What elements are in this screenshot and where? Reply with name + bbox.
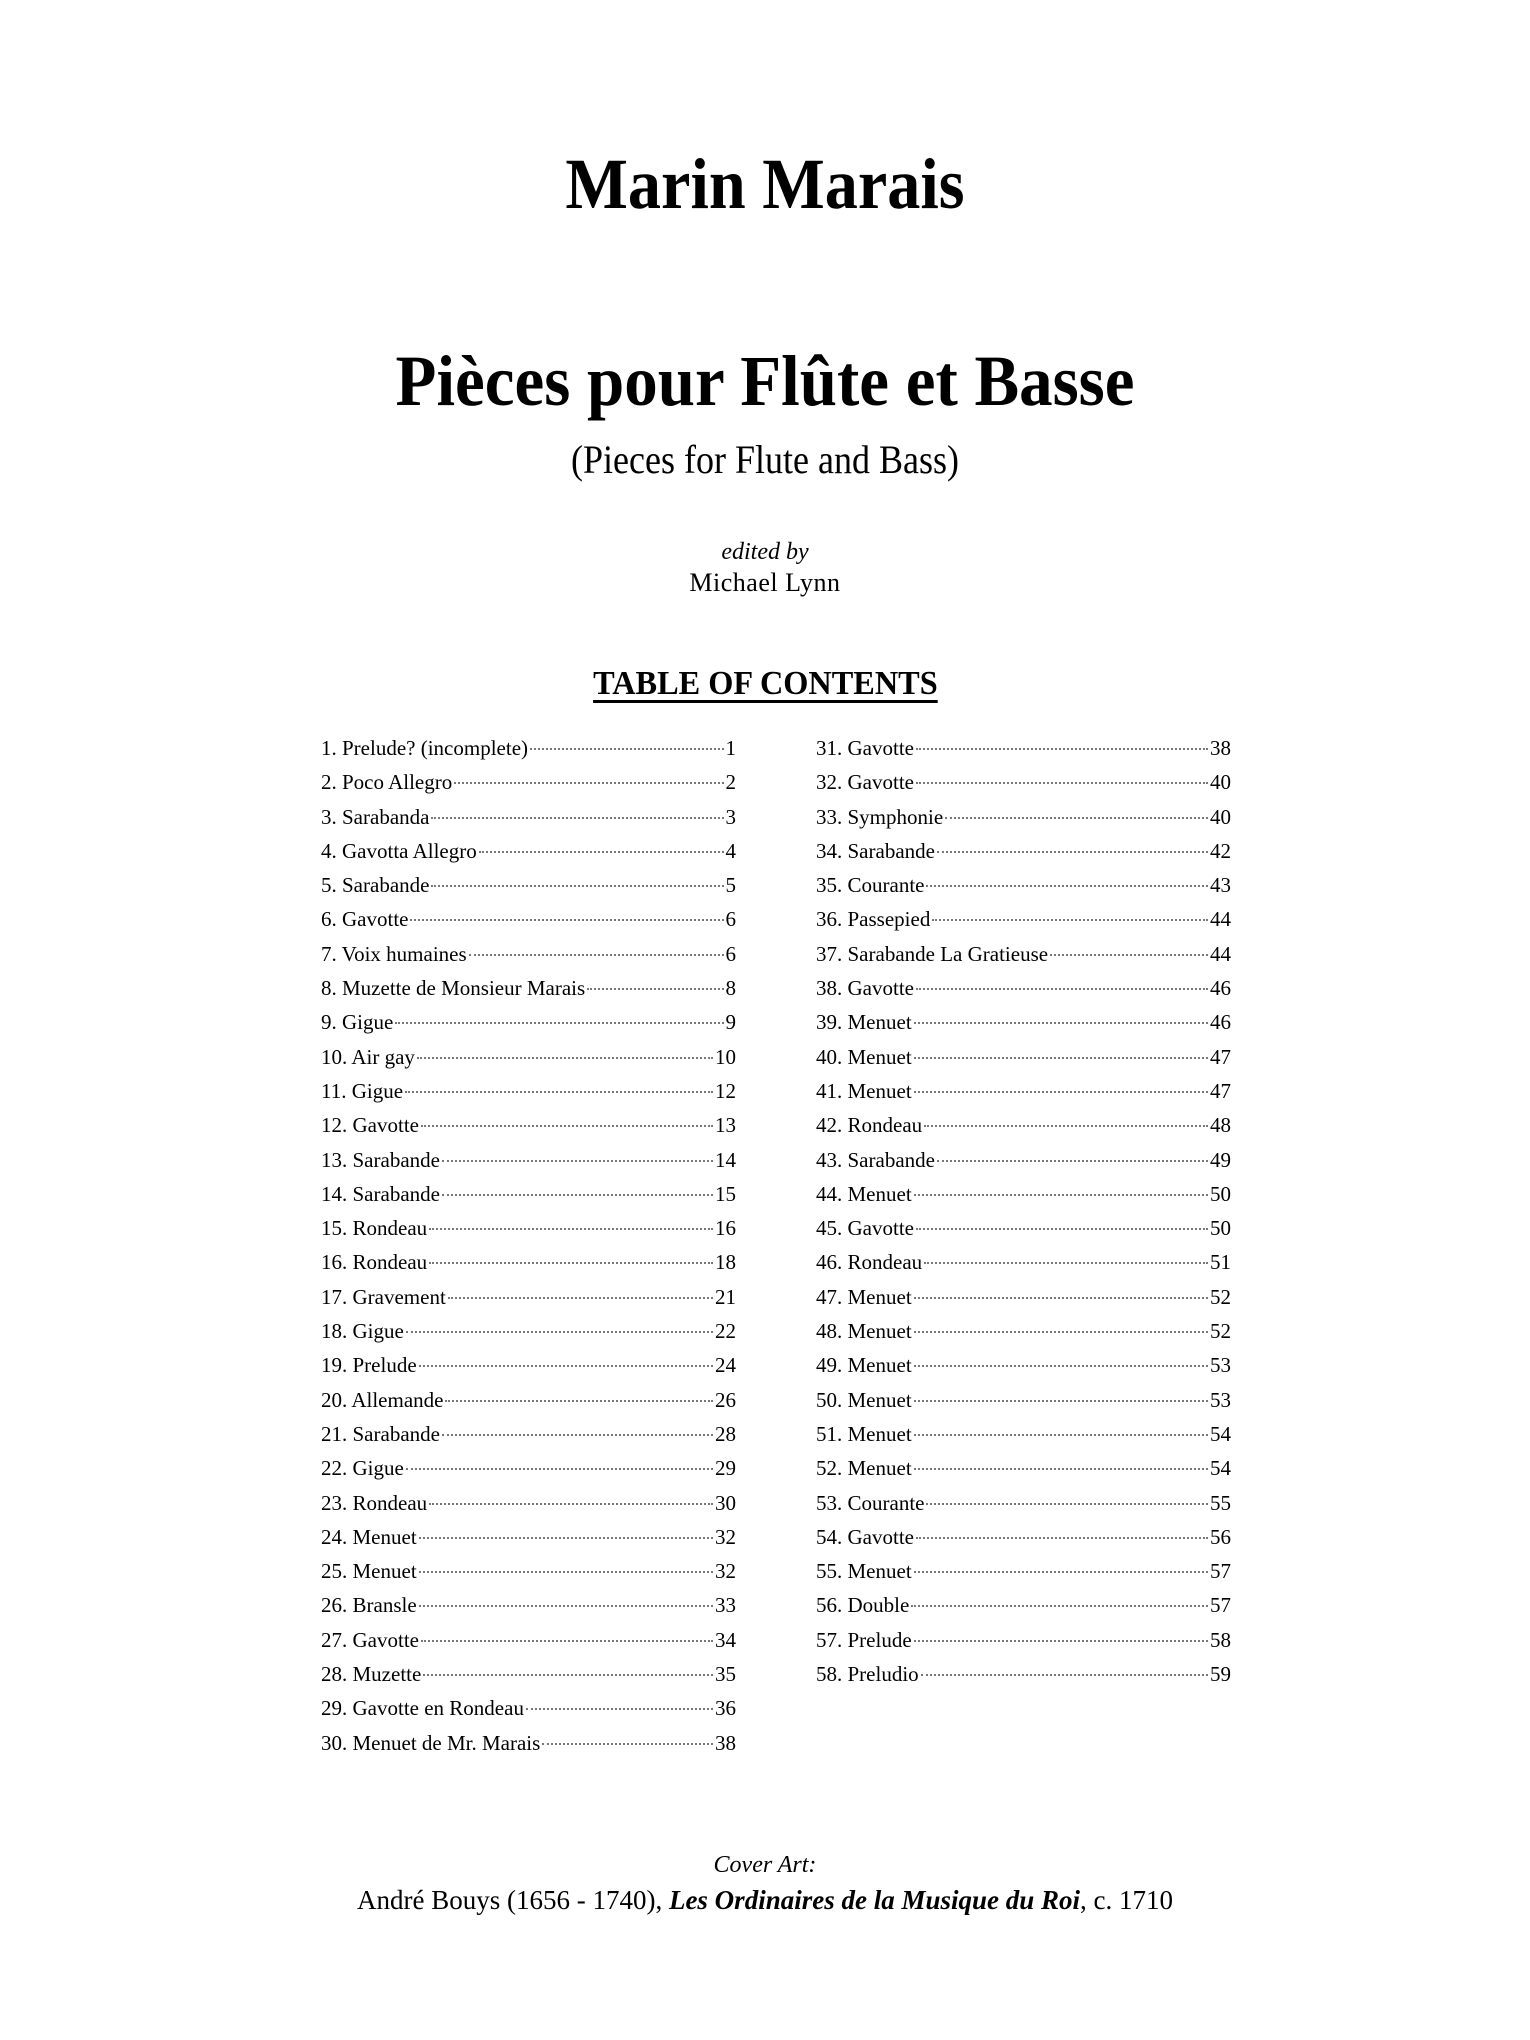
toc-entry-title: 21. Sarabande <box>321 1421 440 1446</box>
dot-leader <box>914 1057 1208 1059</box>
toc-entry-title: 35. Courante <box>816 873 925 898</box>
toc-entry-title: 36. Passepied <box>816 907 931 932</box>
toc-entry <box>816 1074 1231 1108</box>
toc-entry-page: 57 <box>1210 1559 1231 1584</box>
toc-entry-page: 18 <box>715 1250 736 1275</box>
dot-leader <box>395 1022 723 1024</box>
toc-entry-page: 50 <box>1210 1181 1231 1206</box>
dot-leader <box>406 1331 713 1333</box>
toc-entry-title: 3. Sarabanda <box>321 804 430 829</box>
toc-entry-page: 35 <box>715 1662 736 1687</box>
toc-entry <box>816 1143 1231 1177</box>
toc-entry <box>321 1348 736 1382</box>
toc-entry-title: 4. Gavotta Allegro <box>321 838 477 863</box>
toc-entry-page: 54 <box>1210 1456 1231 1481</box>
toc-entry <box>816 1623 1231 1657</box>
toc-entry-title: 16. Rondeau <box>321 1250 428 1275</box>
toc-entry-title: 18. Gigue <box>321 1319 404 1344</box>
toc-entry-title: 11. Gigue <box>321 1078 404 1103</box>
dot-leader <box>445 1400 713 1402</box>
dot-leader <box>431 885 723 887</box>
toc-entry-title: 39. Menuet <box>816 1010 912 1035</box>
toc-entry-page: 46 <box>1210 976 1231 1001</box>
toc-heading-text: TABLE OF CONTENTS <box>592 665 938 702</box>
toc-entry <box>816 1177 1231 1211</box>
toc-entry-title: 7. Voix humaines <box>321 941 467 966</box>
dot-leader <box>937 851 1208 853</box>
dot-leader <box>454 782 723 784</box>
dot-leader <box>937 1160 1208 1162</box>
toc-entry <box>816 1520 1231 1554</box>
dot-leader <box>442 1434 713 1436</box>
toc-entry-page: 8 <box>725 976 736 1001</box>
toc-entry-title: 51. Menuet <box>816 1421 912 1446</box>
toc-entry-title: 32. Gavotte <box>816 770 914 795</box>
dot-leader <box>926 1503 1208 1505</box>
toc-entry-page: 54 <box>1210 1421 1231 1446</box>
dot-leader <box>914 1331 1208 1333</box>
toc-entry-title: 19. Prelude <box>321 1353 417 1378</box>
toc-entry <box>321 1383 736 1417</box>
toc-entry <box>816 1657 1231 1691</box>
toc-entry-title: 50. Menuet <box>816 1387 912 1412</box>
dot-leader <box>419 1571 713 1573</box>
dot-leader <box>924 1125 1208 1127</box>
toc-entry <box>816 1314 1231 1348</box>
toc-entry <box>321 1040 736 1074</box>
dot-leader <box>429 1228 713 1230</box>
toc-entry-title: 46. Rondeau <box>816 1250 923 1275</box>
toc-entry-title: 2. Poco Allegro <box>321 770 453 795</box>
toc-entry <box>321 800 736 834</box>
dot-leader <box>442 1160 713 1162</box>
dot-leader <box>406 1468 713 1470</box>
toc-entry <box>816 1554 1231 1588</box>
toc-entry-page: 47 <box>1210 1078 1231 1103</box>
edited-by-label: edited by <box>721 539 809 565</box>
toc-entry-page: 12 <box>715 1078 736 1103</box>
toc-entry <box>321 1417 736 1451</box>
dot-leader <box>914 1400 1208 1402</box>
toc-entry-page: 56 <box>1210 1524 1231 1549</box>
cover-art-credit <box>0 1887 1530 1914</box>
toc-entry-title: 45. Gavotte <box>816 1216 914 1241</box>
toc-entry-page: 50 <box>1210 1216 1231 1241</box>
toc-entry <box>321 868 736 902</box>
toc-entry <box>816 1211 1231 1245</box>
toc-entry-page: 53 <box>1210 1353 1231 1378</box>
toc-entry <box>321 1280 736 1314</box>
dot-leader <box>916 988 1208 990</box>
toc-entry-title: 31. Gavotte <box>816 736 914 760</box>
toc-entry-title: 29. Gavotte en Rondeau <box>321 1696 524 1721</box>
dot-leader <box>410 919 723 921</box>
toc-entry-page: 2 <box>725 770 736 795</box>
toc-entry-page: 36 <box>715 1696 736 1721</box>
dot-leader <box>914 1194 1208 1196</box>
toc-entry <box>816 1588 1231 1622</box>
dot-leader <box>914 1022 1208 1024</box>
dot-leader <box>916 782 1208 784</box>
toc-entry-title: 53. Courante <box>816 1490 925 1515</box>
toc-entry-title: 23. Rondeau <box>321 1490 428 1515</box>
toc-entry <box>321 1657 736 1691</box>
dot-leader <box>530 748 723 750</box>
toc-entry <box>816 902 1231 936</box>
toc-entry-title: 26. Bransle <box>321 1593 417 1618</box>
toc-entry <box>321 1588 736 1622</box>
dot-leader <box>429 1503 713 1505</box>
dot-leader <box>417 1057 713 1059</box>
toc-entry <box>321 1177 736 1211</box>
toc-entry-page: 28 <box>715 1421 736 1446</box>
toc-entry-title: 13. Sarabande <box>321 1147 440 1172</box>
toc-entry-title: 8. Muzette de Monsieur Marais <box>321 976 586 1001</box>
toc-entry <box>321 1211 736 1245</box>
dot-leader <box>914 1365 1208 1367</box>
toc-entry-page: 10 <box>715 1044 736 1069</box>
toc-entry-page: 47 <box>1210 1044 1231 1069</box>
toc-entry-page: 9 <box>725 1010 736 1035</box>
toc-entry <box>321 1623 736 1657</box>
toc-entry <box>321 971 736 1005</box>
toc-entry <box>321 1691 736 1725</box>
toc-entry-page: 38 <box>1210 736 1231 760</box>
toc-entry-page: 33 <box>715 1593 736 1618</box>
toc-entry-title: 58. Preludio <box>816 1662 919 1687</box>
toc-entry-page: 52 <box>1210 1284 1231 1309</box>
toc-entry-page: 13 <box>715 1113 736 1138</box>
toc-entry-title: 34. Sarabande <box>816 838 935 863</box>
dot-leader <box>526 1708 713 1710</box>
toc-right-column <box>816 731 1231 1691</box>
toc-entry-title: 37. Sarabande La Gratieuse <box>816 941 1049 966</box>
dot-leader <box>429 1262 713 1264</box>
dot-leader <box>926 885 1208 887</box>
toc-entry-page: 40 <box>1210 770 1231 795</box>
toc-entry <box>321 834 736 868</box>
toc-entry-title: 15. Rondeau <box>321 1216 428 1241</box>
toc-entry <box>321 1005 736 1039</box>
toc-entry-page: 42 <box>1210 838 1231 863</box>
toc-entry-title: 14. Sarabande <box>321 1181 440 1206</box>
toc-entry-title: 17. Gravement <box>321 1284 446 1309</box>
cover-art-label: Cover Art: <box>713 1852 817 1878</box>
dot-leader <box>916 1228 1208 1230</box>
toc-entry-page: 24 <box>715 1353 736 1378</box>
toc-entry-title: 33. Symphonie <box>816 804 944 829</box>
toc-entry-page: 55 <box>1210 1490 1231 1515</box>
toc-entry <box>816 834 1231 868</box>
toc-left-column <box>321 731 736 1760</box>
page-title: Pièces pour Flûte et Basse <box>395 341 1135 421</box>
composer-name: Marin Marais <box>565 144 965 224</box>
dot-leader <box>945 817 1208 819</box>
toc-entry <box>816 731 1231 765</box>
toc-entry <box>816 800 1231 834</box>
dot-leader <box>932 919 1208 921</box>
toc-entry <box>321 937 736 971</box>
toc-entry-title: 10. Air gay <box>321 1044 415 1069</box>
toc-entry-title: 6. Gavotte <box>321 907 409 932</box>
toc-entry-title: 30. Menuet de Mr. Marais <box>321 1730 541 1755</box>
editor-name: Michael Lynn <box>689 568 841 597</box>
toc-entry-page: 6 <box>725 941 736 966</box>
dot-leader <box>448 1297 713 1299</box>
toc-entry <box>321 731 736 765</box>
toc-entry <box>321 1451 736 1485</box>
dot-leader <box>479 851 724 853</box>
dot-leader <box>914 1571 1208 1573</box>
toc-entry-title: 22. Gigue <box>321 1456 404 1481</box>
toc-entry-page: 26 <box>715 1387 736 1412</box>
dot-leader <box>916 748 1208 750</box>
dot-leader <box>587 988 723 990</box>
dot-leader <box>419 1605 713 1607</box>
cover-date: , c. 1710 <box>1080 1885 1173 1915</box>
toc-entry-page: 44 <box>1210 941 1231 966</box>
toc-entry-page: 22 <box>715 1319 736 1344</box>
toc-entry-page: 6 <box>725 907 736 932</box>
toc-entry-title: 40. Menuet <box>816 1044 912 1069</box>
toc-entry-page: 21 <box>715 1284 736 1309</box>
dot-leader <box>914 1640 1208 1642</box>
dot-leader <box>421 1125 713 1127</box>
toc-entry <box>321 1554 736 1588</box>
toc-entry-title: 44. Menuet <box>816 1181 912 1206</box>
toc-entry-page: 49 <box>1210 1147 1231 1172</box>
dot-leader <box>419 1537 713 1539</box>
dot-leader <box>469 954 724 956</box>
toc-entry <box>816 937 1231 971</box>
toc-entry-page: 29 <box>715 1456 736 1481</box>
toc-entry-page: 57 <box>1210 1593 1231 1618</box>
toc-entry <box>321 1520 736 1554</box>
toc-entry <box>321 902 736 936</box>
toc-entry <box>816 868 1231 902</box>
toc-entry-page: 16 <box>715 1216 736 1241</box>
toc-entry-title: 56. Double <box>816 1593 910 1618</box>
toc-entry-page: 46 <box>1210 1010 1231 1035</box>
toc-entry <box>321 1143 736 1177</box>
toc-entry <box>816 1040 1231 1074</box>
toc-entry-title: 38. Gavotte <box>816 976 914 1001</box>
toc-entry-title: 20. Allemande <box>321 1387 444 1412</box>
toc-entry-title: 12. Gavotte <box>321 1113 419 1138</box>
dot-leader <box>542 1743 713 1745</box>
toc-entry-page: 52 <box>1210 1319 1231 1344</box>
toc-entry <box>816 971 1231 1005</box>
dot-leader <box>421 1640 713 1642</box>
dot-leader <box>924 1262 1208 1264</box>
toc-entry <box>816 1348 1231 1382</box>
toc-entry-title: 42. Rondeau <box>816 1113 923 1138</box>
dot-leader <box>442 1194 713 1196</box>
toc-entry-page: 1 <box>725 736 736 760</box>
page-subtitle: (Pieces for Flute and Bass) <box>571 437 959 482</box>
toc-entry-page: 14 <box>715 1147 736 1172</box>
dot-leader <box>916 1537 1208 1539</box>
toc-entry-page: 15 <box>715 1181 736 1206</box>
dot-leader <box>914 1091 1208 1093</box>
toc-entry <box>321 1726 736 1760</box>
toc-entry-title: 57. Prelude <box>816 1627 912 1652</box>
toc-entry-title: 41. Menuet <box>816 1078 912 1103</box>
toc-entry <box>816 1245 1231 1279</box>
toc-entry-page: 58 <box>1210 1627 1231 1652</box>
toc-entry <box>816 1108 1231 1142</box>
dot-leader <box>914 1434 1208 1436</box>
toc-entry-title: 24. Menuet <box>321 1524 417 1549</box>
toc-entry <box>816 1005 1231 1039</box>
toc-entry-page: 44 <box>1210 907 1231 932</box>
toc-entry <box>321 1314 736 1348</box>
toc-entry <box>816 765 1231 799</box>
dot-leader <box>914 1297 1208 1299</box>
toc-entry-page: 32 <box>715 1524 736 1549</box>
toc-entry-page: 59 <box>1210 1662 1231 1687</box>
toc-entry <box>816 1486 1231 1520</box>
dot-leader <box>423 1674 713 1676</box>
toc-entry-page: 32 <box>715 1559 736 1584</box>
toc-entry-title: 49. Menuet <box>816 1353 912 1378</box>
toc-heading <box>0 667 1530 701</box>
toc-entry <box>321 1245 736 1279</box>
cover-artist: André Bouys (1656 - 1740), <box>356 1885 669 1915</box>
toc-entry-page: 48 <box>1210 1113 1231 1138</box>
toc-entry-page: 30 <box>715 1490 736 1515</box>
dot-leader <box>921 1674 1208 1676</box>
dot-leader <box>405 1091 713 1093</box>
dot-leader <box>1050 954 1208 956</box>
toc-entry-title: 25. Menuet <box>321 1559 417 1584</box>
toc-entry-page: 53 <box>1210 1387 1231 1412</box>
toc-entry <box>816 1451 1231 1485</box>
dot-leader <box>914 1468 1208 1470</box>
toc-entry-page: 40 <box>1210 804 1231 829</box>
toc-entry-title: 52. Menuet <box>816 1456 912 1481</box>
toc-entry-title: 55. Menuet <box>816 1559 912 1584</box>
toc-entry-title: 27. Gavotte <box>321 1627 419 1652</box>
toc-entry <box>816 1383 1231 1417</box>
toc-entry-title: 5. Sarabande <box>321 873 430 898</box>
dot-leader <box>431 817 723 819</box>
dot-leader <box>419 1365 713 1367</box>
toc-entry-page: 38 <box>715 1730 736 1755</box>
toc-entry <box>321 1074 736 1108</box>
toc-entry-title: 28. Muzette <box>321 1662 422 1687</box>
dot-leader <box>911 1605 1208 1607</box>
toc-entry-page: 34 <box>715 1627 736 1652</box>
toc-entry <box>321 1108 736 1142</box>
toc-entry-title: 43. Sarabande <box>816 1147 935 1172</box>
toc-entry-title: 48. Menuet <box>816 1319 912 1344</box>
toc-entry <box>816 1417 1231 1451</box>
toc-entry <box>321 1486 736 1520</box>
toc-entry-title: 47. Menuet <box>816 1284 912 1309</box>
toc-entry-page: 5 <box>725 873 736 898</box>
toc-entry-page: 51 <box>1210 1250 1231 1275</box>
toc-entry-page: 3 <box>725 804 736 829</box>
toc-entry-title: 1. Prelude? (incomplete) <box>321 736 529 760</box>
toc-entry-page: 4 <box>725 838 736 863</box>
cover-work-title: Les Ordinaires de la Musique du Roi <box>668 1885 1081 1915</box>
toc-entry-page: 43 <box>1210 873 1231 898</box>
toc-entry <box>816 1280 1231 1314</box>
toc-entry-title: 9. Gigue <box>321 1010 394 1035</box>
toc-entry <box>321 765 736 799</box>
toc-entry-title: 54. Gavotte <box>816 1524 914 1549</box>
